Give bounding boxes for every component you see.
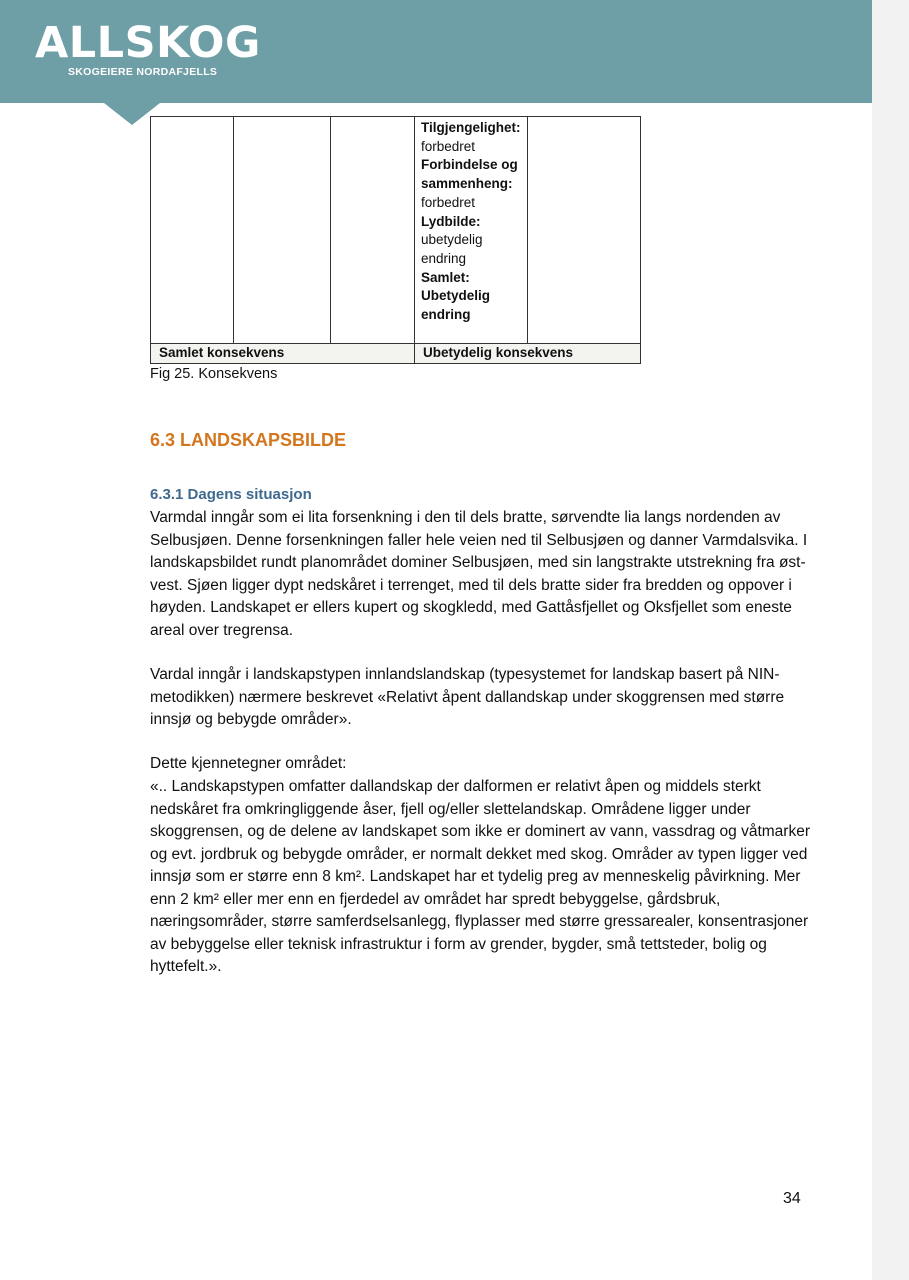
paragraph-3-quote: «.. Landskapstypen omfatter dallandskap der dalformen er relativt åpen og middels sterkt nedskåret fra omkringliggende åser, fjell og/eller slettelandskap. Områdene ligger under skoggrensen, og de delene av landskapet som ikke er dominert av vann, vassdrag og våtmarker og evt. jordbruk og bebygde områder, er normalt dekket med skog. Områder av typen ligger ved innsjø som er større enn 8 km². Landskapet har et tydelig preg av menneskelig påvirkning. Mer enn 2 km² eller mer enn en fjerdedel av området har spredt bebyggelse, gårdsbruk, næringsområder, større samferdselsanlegg, flyplasser med større gressarealer, konsentrasjoner av bebyggelse eller teknisk infrastruktur i form av grender, bygder, små tettsteder, bolig og hyttefelt.».	[150, 778, 810, 975]
page-edge	[872, 0, 909, 1280]
paragraph-1: Varmdal inngår som ei lita forsenkning i den til dels bratte, sørvendte lia langs nordenden av Selbusjøen. Denne forsenkningen faller hele veien ned til Selbusjøen og danner Varmdalsvika. I landskapsbildet rundt planområdet dominer Selbusjøen, med sin langstrakte utstrekning fra øst-vest. Sjøen ligger dypt nedskåret i terrenget, med til dels bratte sider fra bredden og oppover i høyden. Landskapet er ellers kupert og skogkledd, med Gattåsfjellet og Oksfjellet som eneste areal over tregrensa.	[150, 509, 808, 639]
cell-line: endring	[421, 307, 471, 323]
summary-row	[151, 344, 641, 364]
paragraph-2: Vardal inngår i landskapstypen innlandslandskap (typesystemet for landskap basert på NIN-metodikken) nærmere beskrevet «Relativt åpent dallandskap under skoggrensen med større innsjø og bebygde områder».	[150, 666, 785, 728]
cell-line: forbedret	[421, 138, 476, 154]
cell-line: Lydbilde:	[421, 213, 481, 229]
table-cell-empty	[528, 117, 641, 344]
cell-line: Forbindelse og	[421, 157, 518, 173]
cell-line: Ubetydelig	[421, 288, 491, 304]
summary-label: Samlet konsekvens	[151, 344, 415, 364]
paragraph-3-intro: Dette kjennetegner området:	[150, 755, 347, 772]
figure-caption: Fig 25. Konsekvens	[150, 366, 278, 382]
page-number: 34	[783, 1190, 801, 1207]
table-cell-empty	[151, 117, 234, 344]
konsekvens-table	[150, 116, 641, 364]
cell-line: sammenheng:	[421, 176, 513, 192]
logo-subtitle: SKOGEIERE NORDAFJELLS	[68, 66, 218, 78]
section-heading: 6.3 LANDSKAPSBILDE	[150, 430, 347, 450]
table-cell-empty	[234, 117, 331, 344]
cell-line: Tilgjengelighet:	[421, 120, 521, 135]
allskog-logo: ALLSKOG	[35, 18, 261, 68]
cell-line: ubetydelig	[421, 232, 483, 248]
cell-line: Samlet:	[421, 269, 470, 285]
table-cell-empty	[331, 117, 415, 344]
summary-value: Ubetydelig konsekvens	[415, 344, 641, 364]
assessment-cell	[415, 117, 528, 344]
table-row	[151, 117, 641, 344]
subsection-heading: 6.3.1 Dagens situasjon	[150, 486, 312, 503]
cell-line: forbedret	[421, 194, 476, 210]
cell-line: endring	[421, 250, 467, 266]
